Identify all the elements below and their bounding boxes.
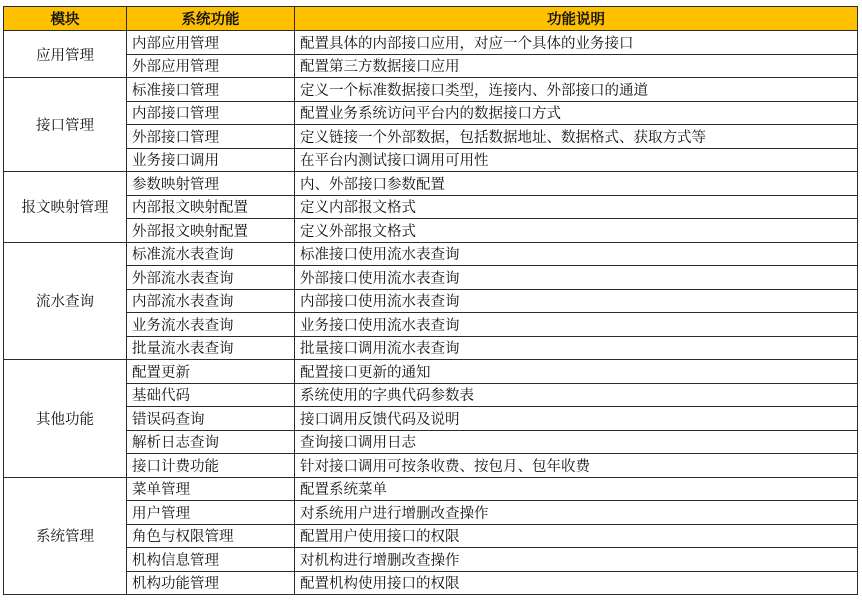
table-row (4, 172, 858, 196)
table-row (4, 54, 858, 78)
function-cell: 标准接口管理 (127, 78, 295, 102)
table-row (4, 524, 858, 548)
function-cell: 内部流水表查询 (127, 289, 295, 313)
description-cell: 配置业务系统访问平台内的数据接口方式 (295, 101, 858, 125)
description-cell: 配置机构使用接口的权限 (295, 571, 858, 595)
function-cell: 机构信息管理 (127, 548, 295, 572)
function-cell: 内部报文映射配置 (127, 195, 295, 219)
module-cell: 流水查询 (4, 242, 127, 360)
description-cell: 定义一个标准数据接口类型，连接内、外部接口的通道 (295, 78, 858, 102)
function-cell: 角色与权限管理 (127, 524, 295, 548)
description-cell: 对系统用户进行增删改查操作 (295, 501, 858, 525)
description-cell: 针对接口调用可按条收费、按包月、包年收费 (295, 454, 858, 478)
table-row (4, 125, 858, 149)
description-cell: 内、外部接口参数配置 (295, 172, 858, 196)
table-row (4, 477, 858, 501)
function-cell: 外部应用管理 (127, 54, 295, 78)
description-cell: 查询接口调用日志 (295, 430, 858, 454)
description-cell: 对机构进行增删改查操作 (295, 548, 858, 572)
description-cell: 内部接口使用流水表查询 (295, 289, 858, 313)
table-row (4, 430, 858, 454)
description-cell: 配置具体的内部接口应用，对应一个具体的业务接口 (295, 31, 858, 55)
description-cell: 配置用户使用接口的权限 (295, 524, 858, 548)
function-cell: 内部应用管理 (127, 31, 295, 55)
table-row (4, 242, 858, 266)
function-cell: 错误码查询 (127, 407, 295, 431)
function-cell: 内部接口管理 (127, 101, 295, 125)
description-cell: 批量接口调用流水表查询 (295, 336, 858, 360)
function-cell: 机构功能管理 (127, 571, 295, 595)
header-function: 系统功能 (127, 7, 295, 31)
table-row (4, 289, 858, 313)
table-row (4, 219, 858, 243)
table-row (4, 31, 858, 55)
header-description: 功能说明 (295, 7, 858, 31)
function-cell: 外部接口管理 (127, 125, 295, 149)
function-cell: 外部流水表查询 (127, 266, 295, 290)
function-cell: 参数映射管理 (127, 172, 295, 196)
module-cell: 接口管理 (4, 78, 127, 172)
table-row (4, 101, 858, 125)
function-cell: 解析日志查询 (127, 430, 295, 454)
function-cell: 业务流水表查询 (127, 313, 295, 337)
function-cell: 接口计费功能 (127, 454, 295, 478)
module-cell: 报文映射管理 (4, 172, 127, 243)
table-row (4, 148, 858, 172)
description-cell: 外部接口使用流水表查询 (295, 266, 858, 290)
table-body (4, 31, 858, 595)
table-row (4, 548, 858, 572)
function-table (3, 6, 858, 595)
description-cell: 定义外部报文格式 (295, 219, 858, 243)
table-row (4, 336, 858, 360)
module-cell: 系统管理 (4, 477, 127, 595)
module-cell: 应用管理 (4, 31, 127, 78)
table-row (4, 195, 858, 219)
function-cell: 批量流水表查询 (127, 336, 295, 360)
description-cell: 业务接口使用流水表查询 (295, 313, 858, 337)
table-row (4, 266, 858, 290)
function-cell: 标准流水表查询 (127, 242, 295, 266)
function-cell: 业务接口调用 (127, 148, 295, 172)
description-cell: 配置接口更新的通知 (295, 360, 858, 384)
function-cell: 外部报文映射配置 (127, 219, 295, 243)
description-cell: 接口调用反馈代码及说明 (295, 407, 858, 431)
description-cell: 定义内部报文格式 (295, 195, 858, 219)
description-cell: 在平台内测试接口调用可用性 (295, 148, 858, 172)
table-row (4, 360, 858, 384)
table-row (4, 383, 858, 407)
header-row (4, 7, 858, 31)
description-cell: 配置第三方数据接口应用 (295, 54, 858, 78)
table-row (4, 313, 858, 337)
function-cell: 用户管理 (127, 501, 295, 525)
table-row (4, 407, 858, 431)
table-row (4, 571, 858, 595)
table-row (4, 78, 858, 102)
description-cell: 系统使用的字典代码参数表 (295, 383, 858, 407)
table-row (4, 501, 858, 525)
table-row (4, 454, 858, 478)
header-module: 模块 (4, 7, 127, 31)
module-cell: 其他功能 (4, 360, 127, 478)
function-cell: 菜单管理 (127, 477, 295, 501)
description-cell: 定义链接一个外部数据，包括数据地址、数据格式、获取方式等 (295, 125, 858, 149)
function-cell: 配置更新 (127, 360, 295, 384)
description-cell: 配置系统菜单 (295, 477, 858, 501)
description-cell: 标准接口使用流水表查询 (295, 242, 858, 266)
function-cell: 基础代码 (127, 383, 295, 407)
